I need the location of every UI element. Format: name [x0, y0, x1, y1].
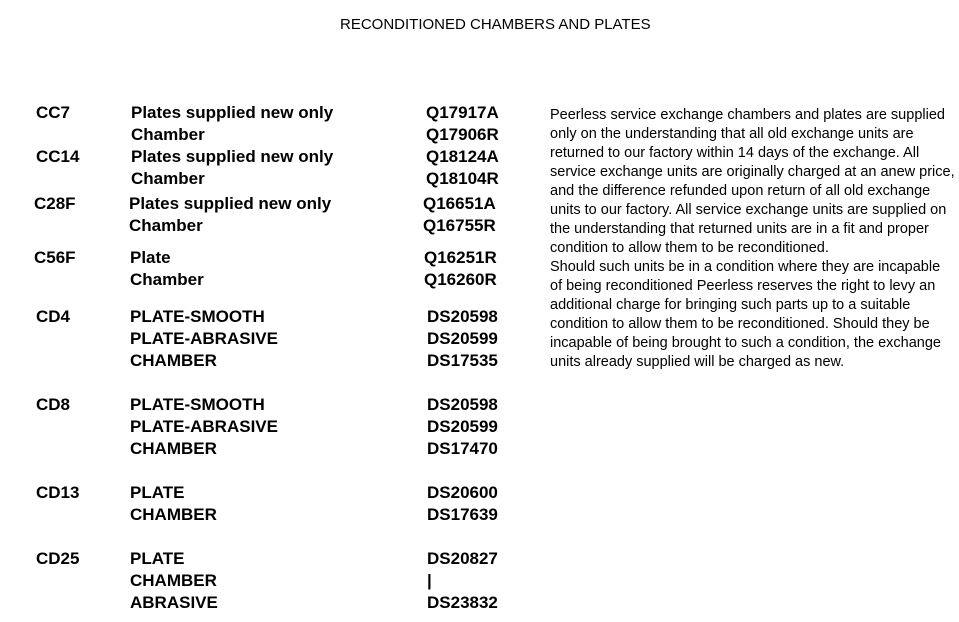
part-number: DS17639 [427, 505, 498, 524]
item-description: Chamber [130, 270, 204, 289]
part-number: DS20599 [427, 417, 498, 436]
item-description: PLATE-ABRASIVE [130, 417, 278, 436]
item-list [130, 482, 217, 526]
part-number-list [427, 306, 498, 372]
part-number: Q16260R [424, 270, 497, 289]
item-description: CHAMBER [130, 351, 217, 370]
part-number: DS20598 [427, 307, 498, 326]
model-code: CD25 [36, 549, 80, 568]
model-code: CD8 [36, 395, 71, 414]
part-number: Q16651A [423, 194, 496, 213]
item-description: PLATE [130, 549, 185, 568]
part-number: DS17535 [427, 351, 498, 370]
model-code: CD13 [36, 483, 80, 502]
part-number-list [426, 102, 499, 146]
item-list [130, 306, 278, 372]
item-description: CHAMBER [130, 571, 217, 590]
item-list [129, 193, 331, 237]
part-number-list [424, 247, 497, 291]
item-description: Plate [130, 248, 171, 267]
model-code: CD4 [36, 307, 71, 326]
item-description: PLATE [130, 483, 185, 502]
item-description: CHAMBER [130, 505, 217, 524]
part-number: Q18124A [426, 147, 499, 166]
part-number-list [423, 193, 496, 237]
item-description: ABRASIVE [130, 593, 218, 612]
item-description: CHAMBER [130, 439, 217, 458]
exchange-terms [550, 106, 955, 372]
item-list [131, 146, 333, 190]
part-number: Q17906R [426, 125, 499, 144]
item-description: Chamber [131, 125, 205, 144]
part-number: Q17917A [426, 103, 499, 122]
model-code: C56F [34, 248, 76, 267]
item-description: PLATE-SMOOTH [130, 307, 265, 326]
item-description: PLATE-SMOOTH [130, 395, 265, 414]
model-code: CC7 [36, 103, 71, 122]
item-list [130, 548, 218, 614]
part-number: DS20827 [427, 549, 498, 568]
part-number: Q16755R [423, 216, 496, 235]
part-number-list [427, 548, 498, 614]
part-number: DS23832 [427, 593, 498, 612]
item-description: Chamber [129, 216, 203, 235]
part-number-list [427, 394, 498, 460]
model-code: CC14 [36, 147, 80, 166]
part-number: Q16251R [424, 248, 497, 267]
item-list [131, 102, 333, 146]
part-number: Q18104R [426, 169, 499, 188]
terms-paragraph: Should such units be in a condition where they are incapable of being reconditioned Peerless reserves the right to levy an additional charge for bringing such parts up to a suitable condition to allow them to be reconditioned. Should they be incapable of being brought to such a condition, the exchange units already supplied will be charged as new. [550, 259, 941, 370]
item-description: Plates supplied new only [131, 147, 334, 166]
item-list [130, 247, 204, 291]
part-number: DS20600 [427, 483, 498, 502]
page-title: RECONDITIONED CHAMBERS AND PLATES [340, 16, 651, 33]
item-description: PLATE-ABRASIVE [130, 329, 278, 348]
part-number: | [427, 571, 432, 590]
part-number-list [427, 482, 498, 526]
item-description: Chamber [131, 169, 205, 188]
item-description: Plates supplied new only [129, 194, 332, 213]
terms-paragraph: Peerless service exchange chambers and plates are supplied only on the understanding that all old exchange units are returned to our factory within 14 days of the exchange. All service exchange units are originally charged at an anew price, and the difference refunded upon return of all old exchange units to our factory. All service exchange units are supplied on the understanding that returned units are in a fit and proper condition to allow them to be reconditioned. [550, 107, 955, 256]
part-number-list [426, 146, 499, 190]
part-number: DS17470 [427, 439, 498, 458]
part-number: DS20599 [427, 329, 498, 348]
item-list [130, 394, 278, 460]
part-number: DS20598 [427, 395, 498, 414]
model-code: C28F [34, 194, 76, 213]
item-description: Plates supplied new only [131, 103, 334, 122]
